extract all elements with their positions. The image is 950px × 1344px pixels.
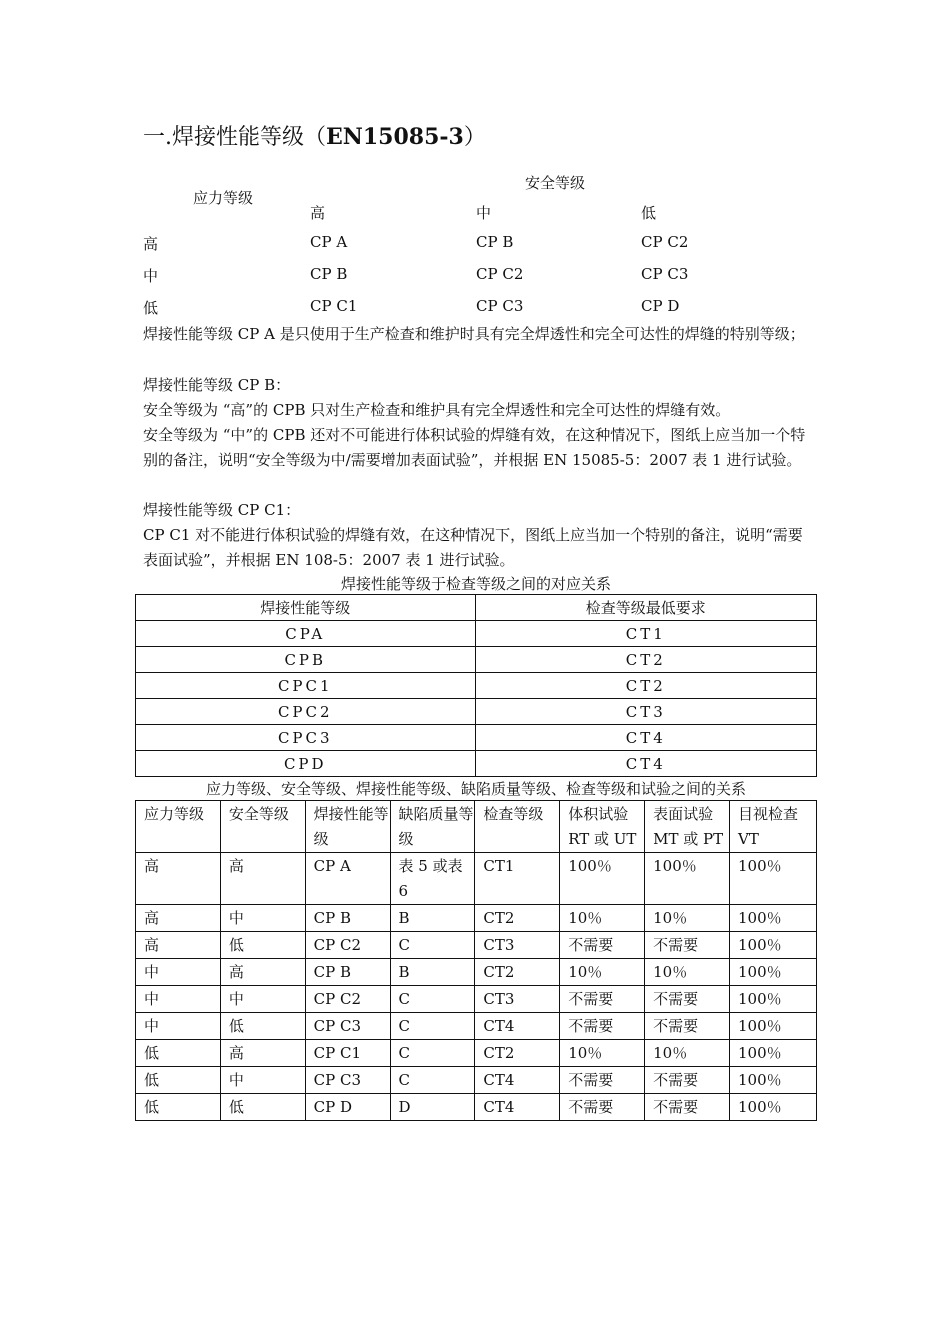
table-cell: 表 5 或表 6 — [390, 853, 475, 905]
table-cell: CP C3 — [305, 1067, 390, 1094]
table-cell: 低 — [136, 1067, 221, 1094]
table-cell: 低 — [220, 932, 305, 959]
table-cell: CP D — [305, 1094, 390, 1121]
table-cell: B — [390, 905, 475, 932]
table-cell: CT4 — [475, 1013, 560, 1040]
matrix-col-high: 高 — [310, 204, 326, 222]
table-cell: 不需要 — [645, 1094, 730, 1121]
table-cell: CT4 — [475, 1067, 560, 1094]
matrix-cell: CP C2 — [641, 233, 689, 251]
table-cell: 10％ — [645, 1040, 730, 1067]
table-cell: 中 — [220, 986, 305, 1013]
ct-mapping-table — [135, 594, 817, 777]
relation-table-caption: 应力等级、安全等级、焊接性能等级、缺陷质量等级、检查等级和试验之间的关系 — [205, 780, 746, 798]
matrix-cell: CP A — [310, 233, 348, 251]
matrix-cell: CP B — [310, 265, 348, 283]
table-cell: C — [390, 932, 475, 959]
header-cell: 焊接性能等级 — [305, 801, 390, 853]
table-cell: 高 — [220, 853, 305, 905]
table-cell: 10％ — [560, 905, 645, 932]
table-cell: CT3 — [475, 932, 560, 959]
table-cell: 高 — [136, 932, 221, 959]
table-cell: C — [390, 1067, 475, 1094]
table-row — [136, 751, 817, 777]
header-cell: 缺陷质量等级 — [390, 801, 475, 853]
paragraph-cpc1-heading: 焊接性能等级 CP C1： — [143, 501, 301, 519]
table-row — [136, 621, 817, 647]
table-cell: 中 — [136, 986, 221, 1013]
table-row — [136, 959, 817, 986]
table-cell: CP C3 — [305, 1013, 390, 1040]
table-cell: CT4 — [475, 1094, 560, 1121]
table-cell: CT4 — [475, 725, 817, 751]
table-cell: CT2 — [475, 1040, 560, 1067]
matrix-cell: CP D — [641, 297, 680, 315]
header-cell: 应力等级 — [136, 801, 221, 853]
table-row — [136, 699, 817, 725]
header-cell: 安全等级 — [220, 801, 305, 853]
table-cell: 不需要 — [560, 986, 645, 1013]
table-cell: CPB — [136, 647, 476, 673]
table-cell: 低 — [220, 1094, 305, 1121]
matrix-row-label: 高 — [143, 235, 159, 253]
table-cell: C — [390, 1013, 475, 1040]
table-cell: C — [390, 1040, 475, 1067]
table-cell: CPC2 — [136, 699, 476, 725]
table-cell: 100％ — [645, 853, 730, 905]
matrix-stress-label: 应力等级 — [193, 189, 254, 207]
paragraph-cpb-high: 安全等级为 “高”的 CPB 只对生产检查和维护具有完全焊透性和完全可达性的焊缝有效。 — [143, 401, 731, 419]
matrix-cell: CP C1 — [310, 297, 358, 315]
table-cell: CPC3 — [136, 725, 476, 751]
table-cell: 中 — [136, 959, 221, 986]
table-cell: 100％ — [560, 853, 645, 905]
table-cell: 不需要 — [645, 1067, 730, 1094]
table-cell: 高 — [220, 959, 305, 986]
paragraph-cpb-heading: 焊接性能等级 CP B： — [143, 376, 291, 394]
table-cell: 中 — [220, 1067, 305, 1094]
table-header-row — [136, 801, 817, 853]
table-header-row — [136, 595, 817, 621]
matrix-cell: CP B — [476, 233, 514, 251]
table-cell: CT3 — [475, 699, 817, 725]
matrix-cell: CP C2 — [476, 265, 524, 283]
title-suffix: ） — [463, 125, 486, 150]
table-cell: 高 — [136, 905, 221, 932]
table-cell: 100％ — [730, 853, 817, 905]
table-cell: CT4 — [475, 751, 817, 777]
table-cell: CPA — [136, 621, 476, 647]
table-cell: CP B — [305, 959, 390, 986]
header-cell: 目视检查 VT — [730, 801, 817, 853]
table-cell: B — [390, 959, 475, 986]
table-cell: 高 — [220, 1040, 305, 1067]
table-cell: D — [390, 1094, 475, 1121]
table-row — [136, 905, 817, 932]
table-cell: CT1 — [475, 853, 560, 905]
table-cell: CPC1 — [136, 673, 476, 699]
paragraph-cpa: 焊接性能等级 CP A 是只使用于生产检查和维护时具有完全焊透性和完全可达性的焊缝的特别等级； — [143, 325, 805, 343]
table-cell: 低 — [220, 1013, 305, 1040]
matrix-col-low: 低 — [641, 204, 657, 222]
table-cell: 100％ — [730, 959, 817, 986]
table-cell: CT2 — [475, 959, 560, 986]
ct-table-caption: 焊接性能等级于检查等级之间的对应关系 — [340, 575, 611, 593]
table-cell: 不需要 — [560, 1067, 645, 1094]
table-cell: 低 — [136, 1094, 221, 1121]
table-cell: 不需要 — [560, 1013, 645, 1040]
table-cell: 100％ — [730, 986, 817, 1013]
table-cell: 100％ — [730, 1094, 817, 1121]
table-cell: 不需要 — [645, 932, 730, 959]
table-cell: 10％ — [560, 1040, 645, 1067]
table-cell: 低 — [136, 1040, 221, 1067]
table-cell: CT2 — [475, 647, 817, 673]
table-cell: CP B — [305, 905, 390, 932]
table-cell: 不需要 — [560, 1094, 645, 1121]
matrix-safety-label: 安全等级 — [525, 174, 586, 192]
matrix-row-label: 低 — [143, 299, 159, 317]
header-cell: 检查等级 — [475, 801, 560, 853]
table-cell: 100％ — [730, 1013, 817, 1040]
table-row — [136, 1013, 817, 1040]
table-cell: 10％ — [560, 959, 645, 986]
table-cell: CT3 — [475, 986, 560, 1013]
table-cell: C — [390, 986, 475, 1013]
header-cell: 表面试验 MT 或 PT — [645, 801, 730, 853]
table-cell: 10％ — [645, 905, 730, 932]
table-cell: 100％ — [730, 1067, 817, 1094]
table-row — [136, 1040, 817, 1067]
header-cell: 体积试验 RT 或 UT — [560, 801, 645, 853]
paragraph-cpb-mid: 安全等级为 “中”的 CPB 还对不可能进行体积试验的焊缝有效，在这种情况下，图纸上应当加一个特别的备注，说明“安全等级为中/需要增加表面试验”，并根据 EN 15085-5：2007 表 1 进行试验。 — [143, 426, 806, 469]
table-row — [136, 986, 817, 1013]
header-cell: 焊接性能等级 — [136, 595, 476, 621]
table-cell: 100％ — [730, 905, 817, 932]
table-cell: 中 — [136, 1013, 221, 1040]
table-row — [136, 1067, 817, 1094]
table-cell: 100％ — [730, 932, 817, 959]
table-cell: CT1 — [475, 621, 817, 647]
matrix-cell: CP C3 — [641, 265, 689, 283]
table-cell: 不需要 — [645, 1013, 730, 1040]
title-prefix: 一.焊接性能等级（ — [143, 125, 326, 150]
matrix-col-mid: 中 — [476, 204, 492, 222]
table-cell: 10％ — [645, 959, 730, 986]
table-row — [136, 1094, 817, 1121]
table-row — [136, 725, 817, 751]
table-cell: CT2 — [475, 905, 560, 932]
table-row — [136, 647, 817, 673]
table-cell: 高 — [136, 853, 221, 905]
table-row — [136, 853, 817, 905]
table-cell: CP A — [305, 853, 390, 905]
table-row — [136, 932, 817, 959]
table-row — [136, 673, 817, 699]
matrix-cell: CP C3 — [476, 297, 524, 315]
table-cell: 100％ — [730, 1040, 817, 1067]
paragraph-cpc1: CP C1 对不能进行体积试验的焊缝有效，在这种情况下，图纸上应当加一个特别的备注，说明“需要表面试验”，并根据 EN 108-5：2007 表 1 进行试验。 — [143, 526, 803, 569]
table-cell: 不需要 — [560, 932, 645, 959]
table-cell: CP C2 — [305, 986, 390, 1013]
table-cell: 中 — [220, 905, 305, 932]
table-cell: CP C2 — [305, 932, 390, 959]
page-title — [143, 120, 486, 151]
relation-table — [135, 800, 817, 1121]
table-cell: CPD — [136, 751, 476, 777]
title-standard: EN15085-3 — [326, 124, 464, 150]
table-cell: 不需要 — [645, 986, 730, 1013]
table-cell: CP C1 — [305, 1040, 390, 1067]
header-cell: 检查等级最低要求 — [475, 595, 817, 621]
matrix-row-label: 中 — [143, 267, 159, 285]
table-cell: CT2 — [475, 673, 817, 699]
